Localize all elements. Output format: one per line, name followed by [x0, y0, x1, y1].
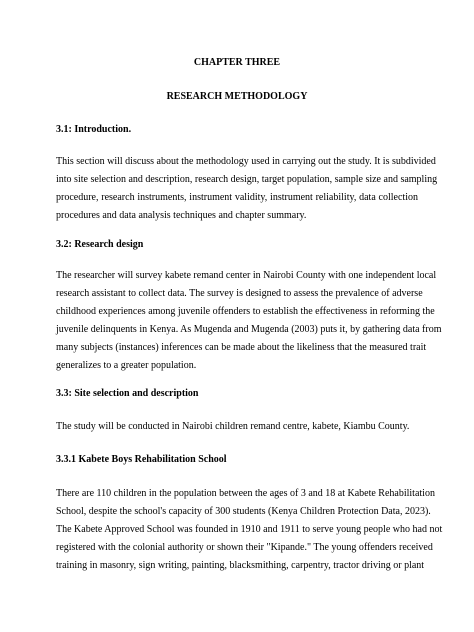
paragraph-line: juvenile delinquents in Kenya. As Mugenda and Mugenda (2003) puts it, by gathering data from: [56, 324, 442, 335]
paragraph-line: childhood experiences among juvenile offenders to establish the effectiveness in reforming the: [56, 306, 435, 317]
paragraph-kabete-school: [56, 485, 443, 575]
paragraph-line: The study will be conducted in Nairobi children remand centre, kabete, Kiambu County.: [56, 421, 410, 432]
paragraph-line: procedures and data analysis techniques and chapter summary.: [56, 210, 307, 221]
paragraph-line: generalizes to a greater population.: [56, 360, 197, 371]
paragraph-introduction: [56, 153, 438, 225]
paragraph-line: research assistant to collect data. The survey is designed to assess the prevalence of adverse: [56, 288, 423, 299]
paragraph-site-selection: [56, 418, 418, 436]
paragraph-line: procedure, research instruments, instrument validity, instrument reliability, data collection: [56, 192, 418, 203]
paragraph-line: The Kabete Approved School was founded in 1910 and 1911 to serve young people who had not: [56, 524, 443, 535]
chapter-subtitle: RESEARCH METHODOLOGY: [166, 91, 308, 102]
section-heading-kabete-school: 3.3.1 Kabete Boys Rehabilitation School: [56, 454, 227, 465]
paragraph-line: into site selection and description, research design, target population, sample size and sampling: [56, 174, 438, 185]
paragraph-line: training in masonry, sign writing, painting, blacksmithing, carpentry, tractor driving or plant: [56, 560, 425, 571]
paragraph-line: This section will discuss about the methodology used in carrying out the study. It is subdivided: [56, 156, 436, 167]
chapter-title: CHAPTER THREE: [193, 57, 281, 68]
paragraph-line: There are 110 children in the population between the ages of 3 and 18 at Kabete Rehabilitation: [56, 488, 435, 499]
paragraph-line: The researcher will survey kabete remand center in Nairobi County with one independent local: [56, 270, 437, 281]
section-heading-research-design: 3.2: Research design: [56, 239, 144, 250]
paragraph-line: many subjects (instances) inferences can be made about the likeliness that the measured trait: [56, 342, 427, 353]
section-heading-site-selection: 3.3: Site selection and description: [56, 388, 199, 399]
section-heading-introduction: 3.1: Introduction.: [56, 124, 132, 135]
paragraph-research-design: [56, 267, 442, 375]
paragraph-line: School, despite the school's capacity of 300 students (Kenya Children Protection Data, 2023).: [56, 506, 431, 517]
paragraph-line: registered with the colonial authority or shown their "Kipande." The young offenders received: [56, 542, 433, 553]
